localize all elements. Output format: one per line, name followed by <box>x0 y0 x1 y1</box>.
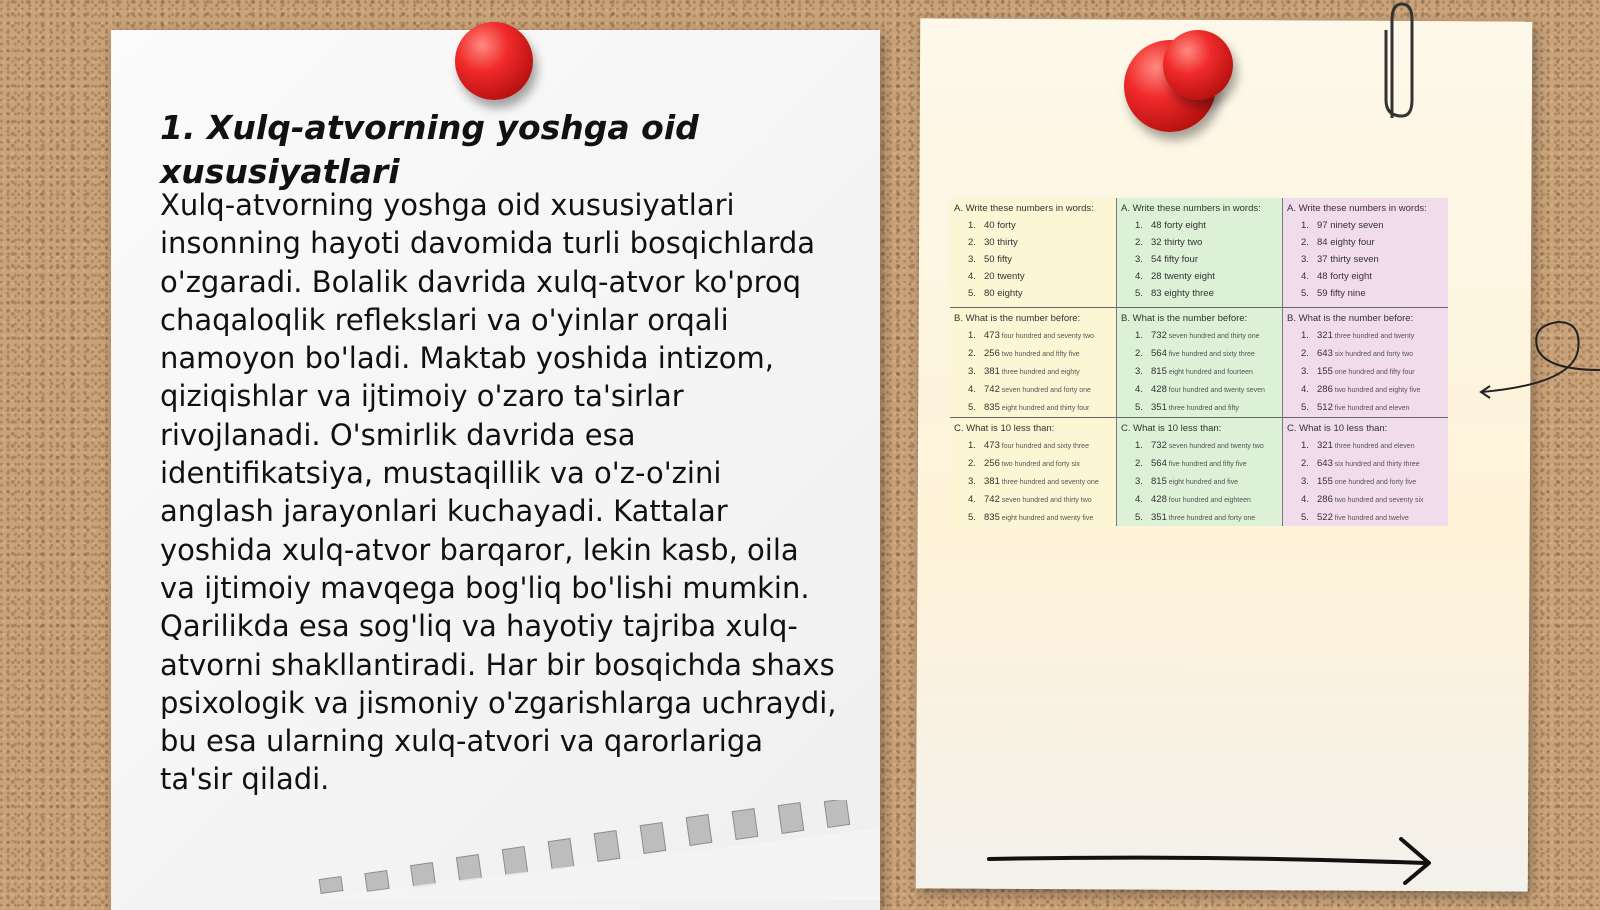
item-number: 4. <box>968 493 976 505</box>
item-value: 428 <box>1151 384 1167 396</box>
item-value: 512 <box>1317 402 1333 414</box>
item-value: 28 <box>1151 271 1162 282</box>
item-value: 32 <box>1151 237 1162 248</box>
arrow-right-icon <box>985 835 1445 885</box>
item-value: 97 <box>1317 220 1328 231</box>
item-words: three hundred and eleven <box>1332 442 1415 450</box>
slide-title: 1. Xulq-atvorning yoshga oid xususiyatlari <box>160 108 699 191</box>
item-number: 1. <box>1301 439 1309 451</box>
worksheet-item <box>1135 251 1278 268</box>
worksheet-heading: C. What is 10 less than: <box>954 422 1055 434</box>
item-words: five hundred and fifty five <box>1166 460 1247 468</box>
worksheet-item <box>1135 285 1278 302</box>
item-number: 4. <box>1301 493 1309 505</box>
item-value: 286 <box>1317 493 1333 505</box>
pushpin-icon <box>1163 30 1233 100</box>
item-number: 3. <box>1135 366 1143 378</box>
item-number: 5. <box>968 288 976 299</box>
item-value: 321 <box>1317 439 1333 451</box>
item-words: six hundred and forty two <box>1332 351 1414 359</box>
item-words: forty eight <box>1327 271 1372 282</box>
item-words: four hundred and seventy two <box>999 333 1095 341</box>
item-words: one hundred and forty five <box>1332 478 1417 486</box>
item-number: 5. <box>968 511 976 523</box>
item-number: 2. <box>1301 237 1309 248</box>
item-number: 2. <box>1135 348 1143 360</box>
item-value: 835 <box>984 402 1000 414</box>
item-number: 1. <box>1135 330 1143 342</box>
item-value: 20 <box>984 271 995 282</box>
item-value: 286 <box>1317 384 1333 396</box>
worksheet-item <box>1301 381 1444 399</box>
item-number: 3. <box>968 475 976 487</box>
worksheet-item <box>968 234 1112 251</box>
item-words: fifty <box>994 254 1012 265</box>
item-number: 5. <box>1301 511 1309 523</box>
item-number: 2. <box>968 348 976 360</box>
item-words: seven hundred and thirty one <box>1166 333 1260 341</box>
item-words: forty eight <box>1161 220 1206 231</box>
item-number: 5. <box>1135 288 1143 299</box>
item-number: 2. <box>1135 457 1143 469</box>
worksheet-cell <box>1282 198 1448 307</box>
item-number: 4. <box>1301 384 1309 396</box>
item-number: 3. <box>968 366 976 378</box>
item-value: 40 <box>984 220 995 231</box>
worksheet-cell <box>950 307 1116 416</box>
worksheet-item <box>968 491 1112 509</box>
item-words: eight hundred and five <box>1166 478 1239 486</box>
worksheet-heading: C. What is 10 less than: <box>1287 422 1388 434</box>
item-value: 256 <box>984 348 1000 360</box>
item-words: fifty nine <box>1327 288 1366 299</box>
item-value: 83 <box>1151 288 1162 299</box>
item-words: twenty eight <box>1161 271 1215 282</box>
item-value: 381 <box>984 366 1000 378</box>
item-words: four hundred and twenty seven <box>1166 387 1265 395</box>
item-words: fifty four <box>1161 254 1199 265</box>
item-words: eighty <box>994 288 1023 299</box>
worksheet-item <box>968 455 1112 473</box>
item-number: 1. <box>968 439 976 451</box>
item-number: 2. <box>1135 237 1143 248</box>
item-words: three hundred and fifty <box>1166 405 1239 413</box>
item-value: 54 <box>1151 254 1162 265</box>
worksheet-item <box>1135 455 1278 473</box>
worksheet-item <box>968 285 1112 302</box>
item-value: 37 <box>1317 254 1328 265</box>
worksheet-item <box>1135 363 1278 381</box>
worksheet-item <box>1135 327 1278 345</box>
worksheet-item <box>968 251 1112 268</box>
item-value: 30 <box>984 237 995 248</box>
paperclip-icon <box>1378 0 1418 125</box>
item-words: two hundred and seventy six <box>1332 496 1424 504</box>
worksheet-heading: A. Write these numbers in words: <box>1287 203 1427 214</box>
worksheet-item <box>1135 473 1278 491</box>
worksheet-item <box>1135 509 1278 526</box>
item-words: forty <box>994 220 1016 231</box>
item-words: ninety seven <box>1327 220 1384 231</box>
item-words: four hundred and eighteen <box>1166 496 1251 504</box>
item-number: 3. <box>1135 254 1143 265</box>
item-value: 522 <box>1317 511 1333 523</box>
item-words: thirty two <box>1161 237 1203 248</box>
item-words: six hundred and thirty three <box>1332 460 1420 468</box>
curly-arrow-icon <box>1478 310 1600 410</box>
worksheet-item <box>1301 473 1444 491</box>
item-words: seven hundred and forty one <box>999 387 1091 395</box>
item-value: 80 <box>984 288 995 299</box>
item-words: five hundred and twelve <box>1332 514 1409 522</box>
worksheet-heading: A. Write these numbers in words: <box>1121 203 1261 214</box>
pushpin-icon <box>455 22 533 100</box>
item-number: 5. <box>1301 288 1309 299</box>
item-number: 2. <box>1301 457 1309 469</box>
worksheet-item <box>1135 491 1278 509</box>
worksheet-item <box>1301 345 1444 363</box>
worksheet-cell <box>1116 198 1282 307</box>
item-number: 3. <box>1301 366 1309 378</box>
item-value: 48 <box>1317 271 1328 282</box>
item-value: 256 <box>984 457 1000 469</box>
item-words: thirty <box>994 237 1018 248</box>
item-value: 564 <box>1151 457 1167 469</box>
worksheet-item <box>1135 217 1278 234</box>
worksheet-item <box>1301 399 1444 416</box>
item-number: 1. <box>1135 220 1143 231</box>
item-number: 4. <box>968 271 976 282</box>
item-value: 742 <box>984 384 1000 396</box>
item-words: two hundred and fifty five <box>999 351 1080 359</box>
item-value: 732 <box>1151 330 1167 342</box>
worksheet-item <box>968 327 1112 345</box>
item-value: 428 <box>1151 493 1167 505</box>
worksheet-item <box>968 268 1112 285</box>
item-words: eighty three <box>1161 288 1214 299</box>
worksheet-heading: A. Write these numbers in words: <box>954 203 1094 214</box>
worksheet-heading: B. What is the number before: <box>1287 313 1414 325</box>
item-value: 835 <box>984 511 1000 523</box>
torn-paper-strip <box>300 800 880 900</box>
item-value: 321 <box>1317 330 1333 342</box>
worksheet-item <box>968 363 1112 381</box>
worksheet-item <box>1135 268 1278 285</box>
item-value: 351 <box>1151 402 1167 414</box>
worksheet-heading: B. What is the number before: <box>954 313 1081 325</box>
item-number: 5. <box>1135 511 1143 523</box>
item-value: 815 <box>1151 475 1167 487</box>
item-number: 2. <box>1301 348 1309 360</box>
item-value: 643 <box>1317 348 1333 360</box>
item-value: 815 <box>1151 366 1167 378</box>
worksheet-item <box>1135 381 1278 399</box>
worksheet-item <box>1301 268 1444 285</box>
item-value: 50 <box>984 254 995 265</box>
worksheet-cell <box>1282 417 1448 526</box>
item-value: 381 <box>984 475 1000 487</box>
worksheet-item <box>968 381 1112 399</box>
item-number: 1. <box>968 330 976 342</box>
item-words: eighty four <box>1327 237 1375 248</box>
item-value: 84 <box>1317 237 1328 248</box>
worksheet-item <box>1135 345 1278 363</box>
item-value: 742 <box>984 493 1000 505</box>
item-words: four hundred and sixty three <box>999 442 1089 450</box>
item-words: eight hundred and fourteen <box>1166 369 1253 377</box>
item-number: 4. <box>968 384 976 396</box>
item-words: two hundred and forty six <box>999 460 1081 468</box>
worksheet-item <box>968 437 1112 455</box>
worksheet-item <box>1301 491 1444 509</box>
item-words: three hundred and twenty <box>1332 333 1415 341</box>
worksheet-cell <box>950 198 1116 307</box>
item-words: seven hundred and thirty two <box>999 496 1092 504</box>
item-words: three hundred and eighty <box>999 369 1080 377</box>
item-words: eight hundred and thirty four <box>999 405 1090 413</box>
worksheet-cell <box>1116 307 1282 416</box>
worksheet-cell <box>1282 307 1448 416</box>
item-value: 351 <box>1151 511 1167 523</box>
item-words: eight hundred and twenty five <box>999 514 1094 522</box>
item-number: 2. <box>968 237 976 248</box>
item-value: 473 <box>984 439 1000 451</box>
item-number: 3. <box>1135 475 1143 487</box>
worksheet-cell <box>950 417 1116 526</box>
item-number: 5. <box>1135 402 1143 414</box>
worksheet-item <box>1301 327 1444 345</box>
item-value: 643 <box>1317 457 1333 469</box>
math-worksheet <box>950 198 1448 526</box>
worksheet-item <box>1135 234 1278 251</box>
worksheet-item <box>1301 455 1444 473</box>
item-number: 4. <box>1135 271 1143 282</box>
item-words: thirty seven <box>1327 254 1379 265</box>
item-number: 1. <box>968 220 976 231</box>
item-number: 5. <box>968 402 976 414</box>
item-number: 5. <box>1301 402 1309 414</box>
item-value: 155 <box>1317 475 1333 487</box>
body-paragraph: Xulq-atvorning yoshga oid xususiyatlari insonning hayoti davomida turli bosqichlarda o'zgaradi. Bolalik davrida xulq-atvor ko'proq chaqaloqlik reflekslari va o'yinlar orqali namoyon bo'ladi. Maktab yoshida intizom, qiziqishlar va ijtimoiy o'zaro ta'sirlar rivojlanadi. O'smirlik davrida esa identifikatsiya, mustaqillik va o'z-o'zini anglash jarayonlari kuchayadi. Kattalar yoshida xulq-atvor barqaror, lekin kasb, oila va ijtimoiy mavqega bog'liq bo'lishi mumkin. Qarilikda esa sog'liq va hayotiy tajriba xulq-atvorni shakllantiradi. Har bir bosqichda shaxs psixologik va jismoniy o'zgarishlarga uchraydi, bu esa ularning xulq-atvori va qarorlariga ta'sir qiladi. <box>160 188 837 797</box>
worksheet-item <box>968 473 1112 491</box>
worksheet-item <box>1301 217 1444 234</box>
item-number: 1. <box>1135 439 1143 451</box>
worksheet-item <box>1135 399 1278 416</box>
item-number: 4. <box>1135 493 1143 505</box>
item-words: three hundred and seventy one <box>999 478 1099 486</box>
item-number: 4. <box>1301 271 1309 282</box>
worksheet-item <box>1301 363 1444 381</box>
item-words: two hundred and eighty five <box>1332 387 1421 395</box>
item-words: one hundred and fifty four <box>1332 369 1415 377</box>
item-number: 3. <box>968 254 976 265</box>
item-value: 59 <box>1317 288 1328 299</box>
item-words: five hundred and sixty three <box>1166 351 1255 359</box>
worksheet-item <box>1135 437 1278 455</box>
worksheet-item <box>968 399 1112 416</box>
worksheet-item <box>1301 285 1444 302</box>
worksheet-cell <box>1116 417 1282 526</box>
worksheet-item <box>968 345 1112 363</box>
item-number: 1. <box>1301 330 1309 342</box>
item-number: 3. <box>1301 475 1309 487</box>
item-words: seven hundred and twenty two <box>1166 442 1264 450</box>
worksheet-item <box>1301 234 1444 251</box>
item-words: five hundred and eleven <box>1332 405 1410 413</box>
worksheet-heading: B. What is the number before: <box>1121 313 1248 325</box>
item-number: 1. <box>1301 220 1309 231</box>
item-words: three hundred and forty one <box>1166 514 1256 522</box>
worksheet-item <box>968 509 1112 526</box>
worksheet-item <box>968 217 1112 234</box>
item-number: 4. <box>1135 384 1143 396</box>
item-number: 2. <box>968 457 976 469</box>
worksheet-heading: C. What is 10 less than: <box>1121 422 1222 434</box>
item-value: 564 <box>1151 348 1167 360</box>
item-number: 3. <box>1301 254 1309 265</box>
item-value: 48 <box>1151 220 1162 231</box>
item-words: twenty <box>994 271 1025 282</box>
item-value: 732 <box>1151 439 1167 451</box>
worksheet-item <box>1301 437 1444 455</box>
item-value: 473 <box>984 330 1000 342</box>
item-value: 155 <box>1317 366 1333 378</box>
worksheet-item <box>1301 251 1444 268</box>
worksheet-item <box>1301 509 1444 526</box>
